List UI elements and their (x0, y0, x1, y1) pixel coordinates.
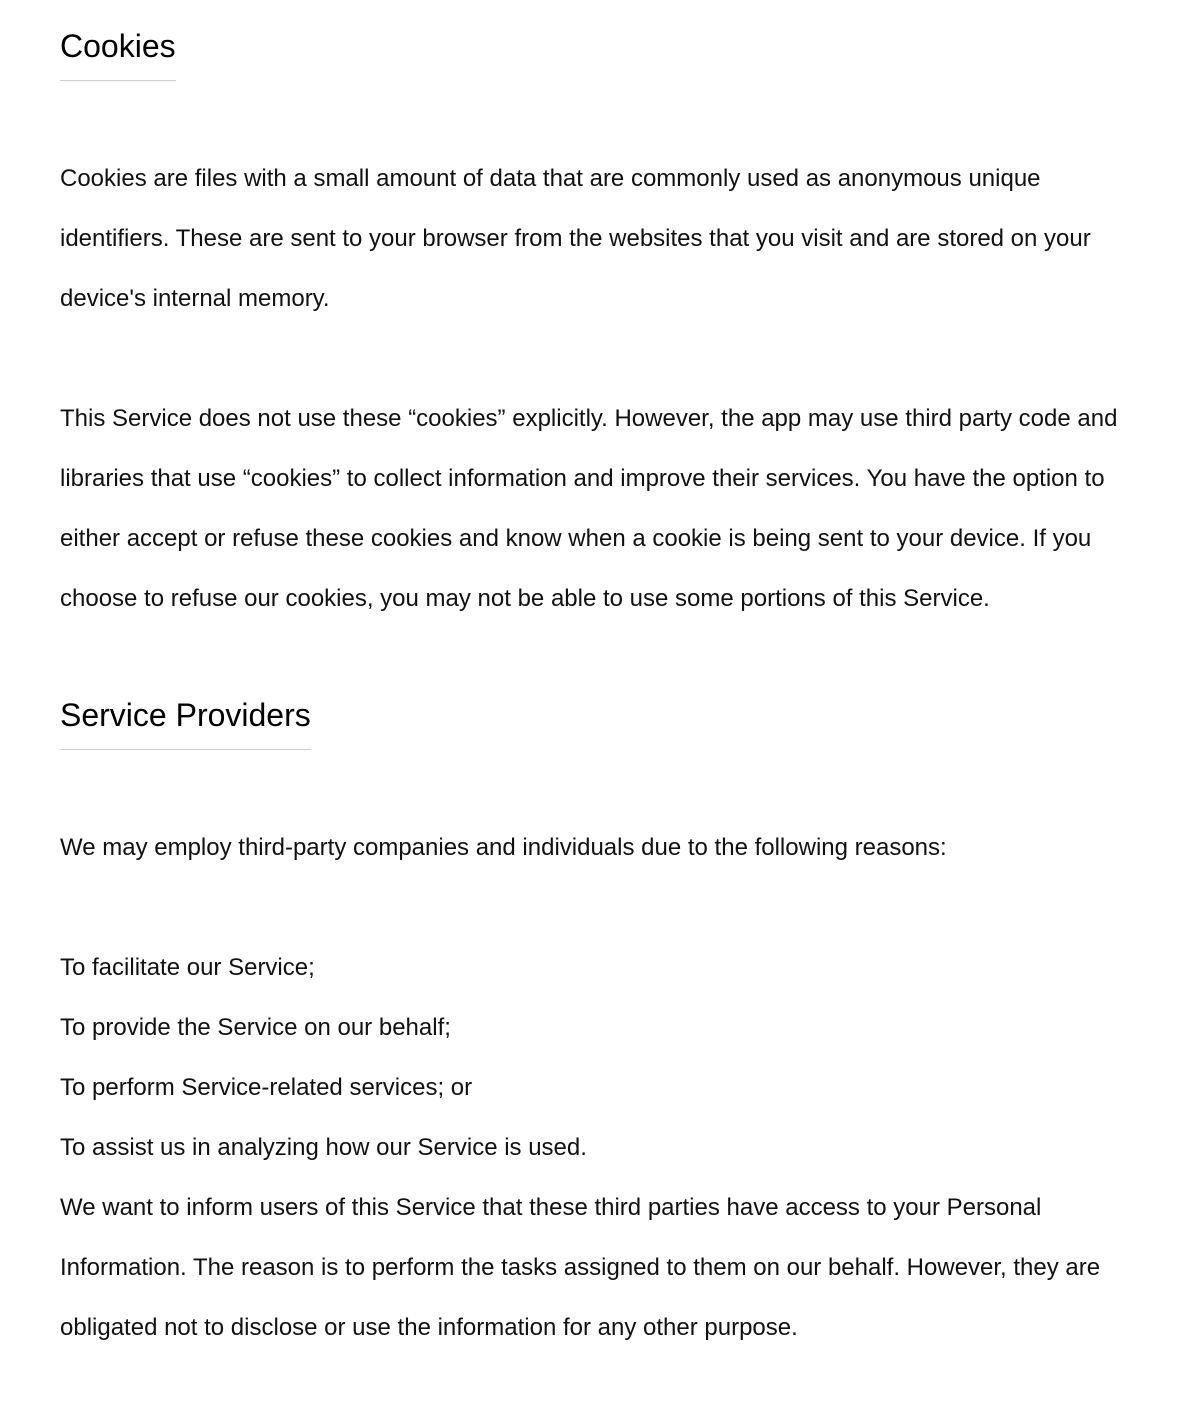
list-item: To assist us in analyzing how our Service is used. (60, 1134, 587, 1161)
spacer (60, 81, 1140, 149)
spacer (60, 878, 1140, 938)
list-item: To perform Service-related services; or (60, 1074, 473, 1101)
spacer (60, 750, 1140, 818)
list-item: To facilitate our Service; (60, 954, 315, 981)
cookies-paragraph-usage: This Service does not use these “cookies” explicitly. However, the app may use third party code and libraries that use “cookies” to collect information and improve their services. You have the option to either accept or refuse these cookies and know when a cookie is being sent to your device. If you choose to refuse our cookies, you may not be able to use some portions of this Service. (60, 405, 1118, 612)
spacer (60, 329, 1140, 389)
list-item: To provide the Service on our behalf; (60, 1014, 451, 1041)
service-providers-reasons-list (60, 938, 1140, 1178)
spacer (60, 629, 1140, 695)
service-providers-closing: We want to inform users of this Service that these third parties have access to your Personal Information. The reason is to perform the tasks assigned to them on our behalf. However, they are obligated not to disclose or use the information for any other purpose. (60, 1194, 1101, 1341)
section-heading-service-providers: Service Providers (60, 695, 311, 750)
cookies-paragraph-definition: Cookies are files with a small amount of data that are commonly used as anonymous unique identifiers. These are sent to your browser from the websites that you visit and are stored on your device's internal memory. (60, 165, 1091, 312)
section-heading-cookies: Cookies (60, 0, 176, 81)
document-page (60, 0, 1140, 1358)
service-providers-intro: We may employ third-party companies and individuals due to the following reasons: (60, 834, 947, 861)
